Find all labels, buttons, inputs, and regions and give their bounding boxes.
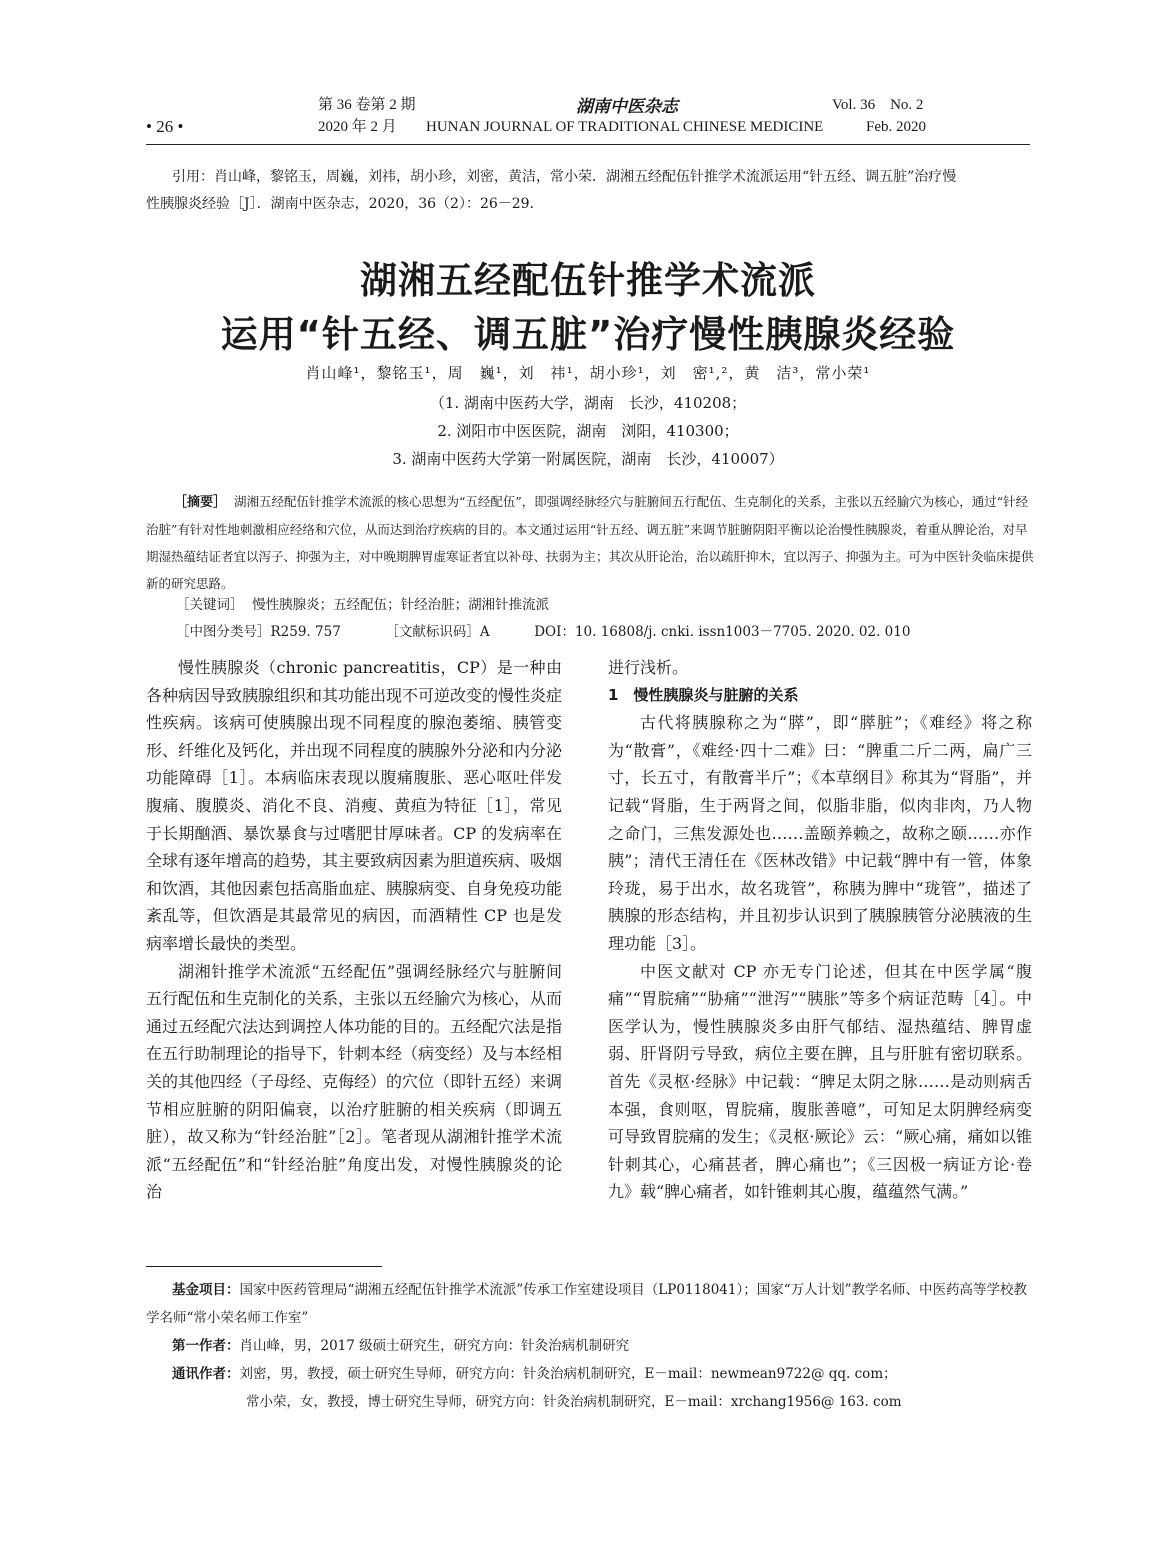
header-rule	[146, 144, 1030, 145]
date-en: Feb. 2020	[866, 119, 926, 135]
footnote-fund	[146, 1276, 1034, 1332]
class-label: ［中图分类号］	[176, 624, 271, 640]
title-line-2: 运用“针五经、调五脏”治疗慢性胰腺炎经验	[220, 313, 956, 356]
volume-en: Vol. 36 No. 2	[832, 97, 924, 113]
footnote-first-author	[172, 1332, 1060, 1360]
corresponding-label: 通讯作者：	[172, 1366, 240, 1382]
body-paragraph: 古代将胰腺称之为“膵”，即“膵脏”；《难经》将之称为“散膏”，《难经·四十二难》曰：“脾重二斤二两，扁广三寸，长五寸，有散膏半斤”；《本草纲目》称其为“肾脂”，并记载“肾脂，生于两肾之间，似脂非脂，似肉非肉，乃人物之命门，三焦发源处也……盖颐养赖之，故称之颐……亦作胰”；清代王清任在《医林改错》中记载“脾中有一管，体象玲珑，易于出水，故名珑管”，称胰为脾中“珑管”，描述了胰腺的形态结构，并且初步认识到了胰腺胰管分泌胰液的生理功能［3］。	[608, 713, 1032, 953]
authors: 肖山峰¹，黎铭玉¹，周 巍¹，刘 祎¹，胡小珍¹，刘 密¹,²，黄 洁³，常小荣¹	[305, 364, 871, 382]
citation	[146, 164, 1034, 218]
doi: DOI：10. 16808/j. cnki. issn1003－7705. 2020. 02. 010	[534, 624, 911, 640]
body-paragraph: 中医文献对 CP 亦无专门论述，但其在中医学属“腹痛”“胃脘痛”“胁痛”“泄泻”“胰胀”等多个病证范畴［4］。中医学认为，慢性胰腺炎多由肝气郁结、湿热蕴结、脾胃虚弱、肝肾阴亏导致，病位主要在脾，且与肝脏有密切联系。首先《灵枢·经脉》中记载：“脾足太阴之脉……是动则病舌本强，食则呕，胃脘痛，腹胀善噫”，可知足太阴脾经病变可导致胃脘痛的发生；《灵枢·厥论》云：“厥心痛，痛如以锥针刺其心，心痛甚者，脾心痛也”；《三因极一病证方论·卷九》载“脾心痛者，如针锥刺其心腹，蕴蕴然气满。”	[608, 961, 1032, 1202]
keywords	[176, 593, 549, 613]
doc-code-value: A	[479, 624, 490, 640]
footnote-corresponding	[172, 1360, 1060, 1388]
first-author-label: 第一作者：	[172, 1338, 240, 1354]
affiliation-1: （1. 湖南中医药大学，湖南 长沙，410208；	[429, 394, 747, 412]
keywords-text: 慢性胰腺炎；五经配伍；针经治脏；湖湘针推流派	[252, 597, 550, 613]
fund-text: 国家中医药管理局“湖湘五经配伍针推学术流派”传承工作室建设项目（LP0118041）；国家“万人计划”教学名师、中医药高等学校教学名师“常小荣名师工作室”	[146, 1282, 1028, 1326]
affiliation-2: 2. 浏阳市中医医院，湖南 浏阳，410300；	[437, 422, 739, 440]
abstract	[146, 488, 1034, 597]
body-right-column	[608, 654, 1032, 1206]
journal-english-name: HUNAN JOURNAL OF TRADITIONAL CHINESE MEDICINE	[426, 119, 824, 135]
title-line-1: 湖湘五经配伍针推学术流派	[360, 259, 816, 302]
first-author-text: 肖山峰，男，2017 级硕士研究生，研究方向：针灸治病机制研究	[239, 1338, 630, 1354]
fund-label: 基金项目：	[172, 1282, 240, 1298]
section-heading: 1 慢性胰腺炎与脏腑的关系	[608, 685, 799, 704]
abstract-label: ［摘要］	[174, 495, 227, 510]
citation-line-2: 性胰腺炎经验［J］．湖南中医杂志，2020，36（2）：26－29．	[146, 196, 544, 212]
keywords-label: ［关键词］	[176, 597, 244, 613]
body-continuation: 进行浅析。	[608, 658, 689, 677]
corresponding-text-1: 刘密，男，教授，硕士研究生导师，研究方向：针灸治病机制研究，E－mail：newmean9722@ qq. com；	[239, 1366, 897, 1382]
body-paragraph: 慢性胰腺炎（chronic pancreatitis，CP）是一种由各种病因导致胰腺组织和其功能出现不可逆改变的慢性炎症性疾病。该病可使胰腺出现不同程度的腺泡萎缩、胰管变形、纤维化及钙化，并出现不同程度的胰腺外分泌和内分泌功能障碍［1］。本病临床表现以腹痛腹胀、恶心呕吐伴发腹痛、腹膜炎、消化不良、消瘦、黄疸为特征［1］，常见于长期酗酒、暴饮暴食与过嗜肥甘厚味者。CP 的发病率在全球有逐年增高的趋势，其主要致病因素为胆道疾病、吸烟和饮酒，其他因素包括高脂血症、胰腺病变、自身免疫功能紊乱等，但饮酒是其最常见的病因，而酒精性 CP 也是发病率增长最快的类型。	[146, 658, 563, 953]
footnote-corresponding-2: 常小荣，女，教授，博士研究生导师，研究方向：针灸治病机制研究，E－mail：xrchang1956@ 163. com	[246, 1394, 902, 1410]
volume-cn: 第 36 卷第 2 期	[318, 97, 416, 113]
doc-code-label: ［文献标识码］	[385, 624, 480, 640]
class-value: R259. 757	[270, 624, 341, 640]
page-number: • 26 •	[146, 117, 184, 136]
citation-line-1: 引用：肖山峰，黎铭玉，周巍，刘祎，胡小珍，刘密，黄洁，常小荣．湖湘五经配伍针推学术流派运用“针五经、调五脏”治疗慢	[172, 169, 957, 185]
date-cn: 2020 年 2 月	[318, 119, 397, 135]
affiliation-3: 3. 湖南中医药大学第一附属医院，湖南 长沙，410007）	[392, 450, 784, 468]
abstract-text: 湖湘五经配伍针推学术流派的核心思想为“五经配伍”，即强调经脉经穴与脏腑间五行配伍、生克制化的关系，主张以五经腧穴为核心，通过“针经治脏”有针对性地刺激相应经络和穴位，从而达到治疗疾病的目的。本文通过运用“针五经、调五脏”来调节脏腑阴阳平衡以论治慢性胰腺炎，着重从脾论治，对早期湿热蕴结证者宜以泻子、抑强为主，对中晚期脾胃虚寒证者宜以补母、扶弱为主；其次从肝论治，治以疏肝抑木，宜以泻子、抑强为主。可为中医针灸临床提供新的研究思路。	[146, 494, 1034, 591]
classification	[176, 620, 1036, 640]
journal-logo: 湖南中医杂志	[576, 97, 678, 117]
body-paragraph: 湖湘针推学术流派“五经配伍”强调经脉经穴与脏腑间五行配伍和生克制化的关系，主张以五经腧穴为核心，从而通过五经配穴法达到调控人体功能的目的。五经配穴法是指在五行助制理论的指导下，针刺本经（病变经）及与本经相关的其他四经（子母经、克侮经）的穴位（即针五经）来调节相应脏腑的阴阳偏衰，以治疗脏腑的相关疾病（即调五脏），故又称为“针经治脏”［2］。笔者现从湖湘针推学术流派“五经配伍”和“针经治脏”角度出发，对慢性胰腺炎的论治	[146, 961, 563, 1202]
footnote-rule	[146, 1266, 382, 1267]
body-left-column	[146, 654, 562, 1206]
